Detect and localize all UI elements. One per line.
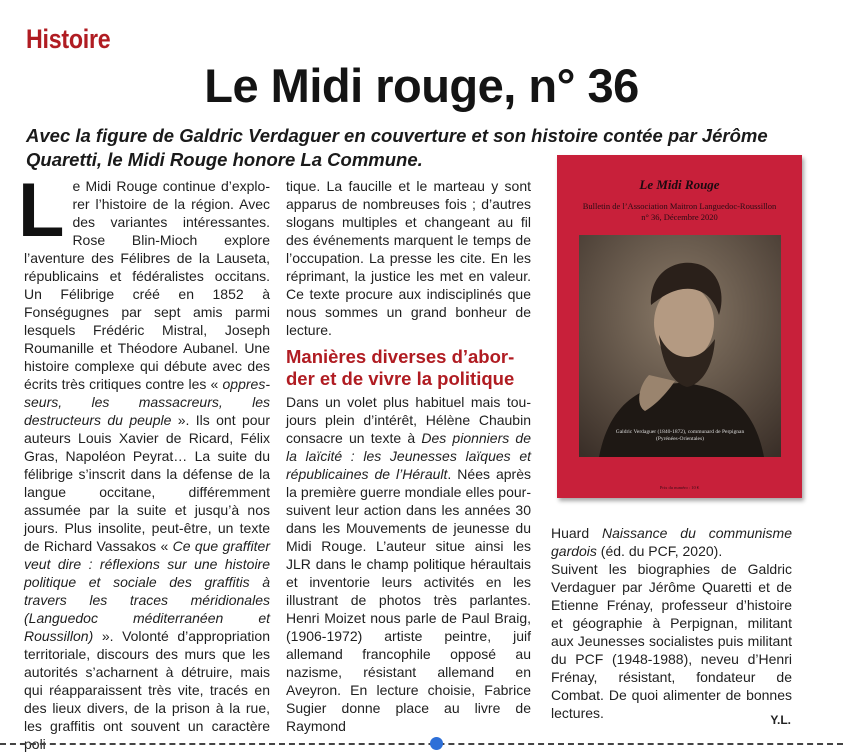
- section-rubric: Histoire: [26, 24, 111, 54]
- drop-cap: L: [18, 168, 65, 253]
- cover-caption-place: (Pyrénées-Orientales): [656, 436, 704, 442]
- portrait-illustration: [579, 235, 781, 457]
- cover-footer: Prix du numéro : 10 €: [659, 485, 700, 490]
- cover-title: Le Midi Rouge: [639, 177, 720, 192]
- article-column-2: [286, 177, 531, 735]
- article-subheading: Manières diverses d’aborder et de vivre la politique: [286, 346, 515, 389]
- page-divider: [0, 743, 843, 745]
- cover-caption-text: Galdric Verdaguer (1840-1872), communard de Perpignan: [615, 429, 745, 435]
- cover-subtitle: [577, 201, 782, 223]
- column-2-text-top: tique. La faucille et le marteau y sont apparus de nombreuses fois ; d’autres slogans multiples et changeant au fil des événements marquent le temps de l’occupation. La presse les cite. En les réprimant, la justice les met en valeur. Ce texte procure aux indisciplinés que nous sommes un grand bonheur de lecture.: [286, 178, 531, 338]
- article-standfirst: Avec la figure de Galdric Verdaguer en couverture et son histoire contée par Jérôme Quaretti, le Midi Rouge honore La Commune.: [26, 125, 768, 170]
- portrait-photo: [579, 235, 781, 457]
- divider-dot-icon: [430, 737, 443, 750]
- italic-title: oppresseurs, les massacreurs, les destructeurs du peuple: [24, 376, 270, 428]
- cover-caption: [579, 429, 781, 443]
- column-1-text: e Midi Rouge continue d’explorer l’histoire de la région. Avec des variantes intéressantes. Rose Blin-Mioch explore l’aventure des Félibres de la Lauseta, républicains et fédéralistes occitans. Un Félibrige créé en 1852 à Fonségugnes par sept amis parmi lesquels Frédéric Mistral, Joseph Roumanille et Théodore Aubanel. Une histoire complexe qui débute avec des écrits très critiques contre les « oppresseurs, les massacreurs, les destructeurs du peuple ». Ils ont pour auteurs Louis Xavier de Ricard, Félix Gras, Napoléon Peyrat… La suite du félibrige s’inscrit dans la défense de la langue occitane, différemment assumée par la suite et jusqu’à nos jours. Plus insolite, peut-être, un texte de Richard Vassakos « Ce que graffiter veut dire : réflexions sur une histoire politique et sociale des graffitis à travers les traces méridionales (Languedoc méditerranéen et Roussillon) ». Volonté d’appropriation territoriale, discours des murs que les autorités s’acharnent à détruire, mais qui réapparaissent très vite, tracés en des lieux divers, de la prison à la rue, les graffitis ont souvent un caractère poli: [24, 178, 270, 752]
- article-headline: Le Midi rouge, n° 36: [204, 59, 639, 112]
- cover-bulletin-name: Bulletin de l’Association Maitron Languedoc-Roussillon: [582, 201, 777, 211]
- column-3-text: Huard Naissance du communisme gardois (éd. du PCF, 2020). Suivent les biographies de Galdric Verdaguer par Jérôme Quaretti et de Etienne Frénay, professeur d’histoire et géographie à Perpignan, militant aux Jeunesses socialistes puis militant du PCF (1948-1988), neveu d’Henri Frénay, résistant, fondateur de Combat. De quoi alimenter de bonnes lectures.: [551, 525, 792, 721]
- magazine-cover-image: [557, 155, 802, 498]
- column-2-text-bottom: Dans un volet plus habituel mais toujours plein d’intérêt, Hélène Chaubin consacre un texte à Des pionniers de la laïcité : les Jeunesses laïques et républicaines de l’Hérault. Nées après la première guerre mondiale elles poursuivent leur action dans les années 30 dans les Mouvements de jeunesse du Midi Rouge. L’auteur situe ainsi les JLR dans le champ politique héraultais et inventorie leurs activités en les illustrant de photos très parlantes. Henri Moizet nous parle de Paul Braig, (1906-1972) artiste peintre, juif allemand francophile opposé au nazisme, résistant allemand en Aveyron. En lecture choisie, Fabrice Sugier donne place au livre de Raymond: [286, 394, 532, 734]
- italic-title: Naissance du communisme gardois: [551, 525, 792, 559]
- cover-issue: n° 36, Décembre 2020: [641, 212, 718, 222]
- italic-title: Ce que graffiter veut dire : réflexions sur une histoire politique et sociale des graffitis à travers les traces méridionales (Languedoc méditerranéen et Roussillon): [24, 538, 270, 644]
- article-column-1: [18, 168, 270, 753]
- author-signature: Y.L.: [770, 713, 791, 727]
- italic-title: Des pionniers de la laïcité : les Jeunesses laïques et républicaines de l’Hérault: [286, 430, 532, 482]
- article-column-3: [551, 524, 792, 722]
